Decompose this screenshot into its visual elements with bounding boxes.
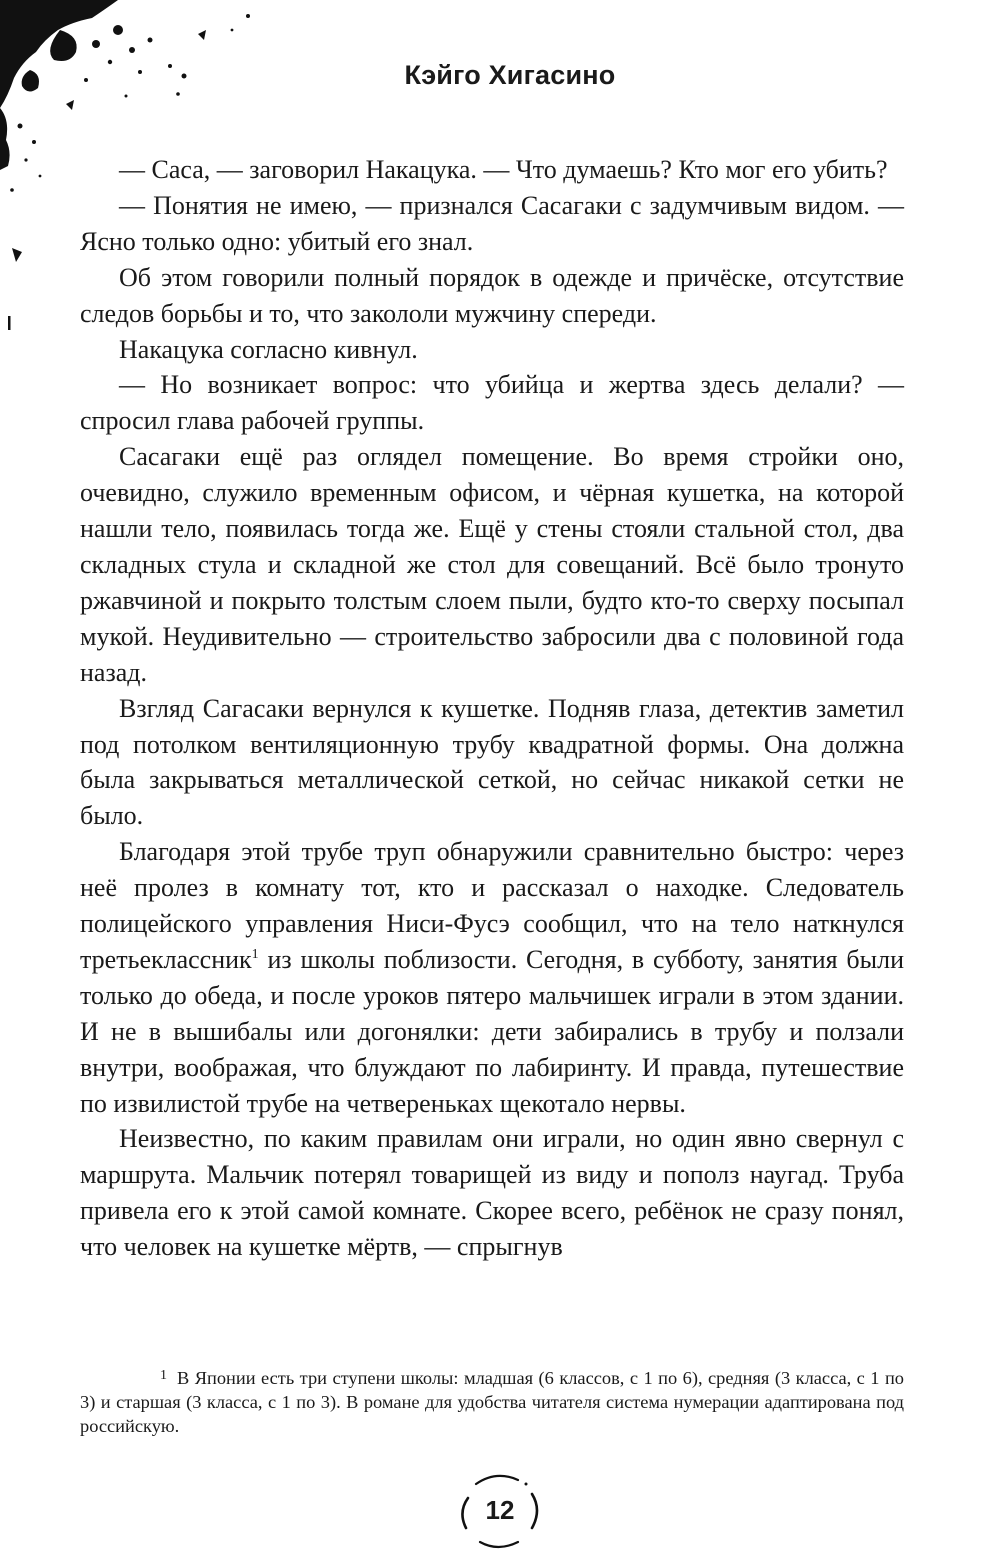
paragraph: Об этом говорили полный порядок в одежде и причёске, отсутствие следов борьбы и то, что закололи мужчину спереди. [80,262,904,328]
footnote: 1 В Японии есть три ступени школы: младшая (6 классов, с 1 по 6), средняя (3 класса, с 1 по 3) и старшая (3 класса, с 1 по 3). В романе для удобства читателя система нумерации адаптирована под российскую. [80,1368,904,1436]
paragraph-with-footnote [80,834,904,1121]
page-number-badge [446,1464,554,1556]
paragraph: — Но возникает вопрос: что убийца и жертва здесь делали? — спросил глава рабочей группы. [80,370,904,436]
paragraph-text: Благодаря этой трубе труп обнаружили сравнительно быстро: через неё пролез в комнату тот, кто и рассказал о находке. Следователь полицейского управления Ниси-Фусэ сообщил, что на тело наткнулся третьеклассник [80,837,904,974]
paragraph: Неизвестно, по каким правилам они играли, но один явно свернул с маршрута. Мальчик потерял товарищей из виду и пополз наугад. Труба привела его к этой самой комнате. Скорее всего, ребёнок не сразу понял, что человек на кушетке мёртв, — спрыгнув [80,1124,904,1262]
book-author-title: Кэйго Хигасино [404,60,616,90]
paragraph: — Саса, — заговорил Накацука. — Что думаешь? Кто мог его убить? [119,155,888,184]
paragraph: Взгляд Сагасаки вернулся к кушетке. Подняв глаза, детектив заметил под потолком вентиляционную трубу квадратной формы. Она должна была закрываться металлической сеткой, но сейчас никакой сетки не было. [80,693,904,831]
paragraph-text: из школы поблизости. Сегодня, в субботу, занятия были только до обеда, и после уроков пятеро мальчишек играли в этом здании. И не в вышибалы или догонялки: дети забирались в трубу и ползали внутри, воображая, что блуждают по лабиринту. И правда, путешествие по извилистой трубе на четвереньках щекотало нервы. [80,944,904,1118]
footnote-reference[interactable]: 1 [251,946,259,962]
paragraph: — Понятия не имею, — признался Сасагаки с задумчивым видом. — Ясно только одно: убитый его знал. [80,190,904,256]
running-header [0,60,1000,91]
paragraph: Накацука согласно кивнул. [119,334,418,364]
main-text [80,152,904,1265]
footnote-text: В Японии есть три ступени школы: младшая (6 классов, с 1 по 6), средняя (3 класса, с 1 по 3) и старшая (3 класса, с 1 по 3). В романе для удобства читателя система нумерации адаптирована под российскую. [80,1368,904,1436]
page-number: 12 [485,1495,515,1525]
paragraph: Сасагаки ещё раз оглядел помещение. Во время стройки оно, очевидно, служило временным офисом, и чёрная кушетка, на которой нашли тело, появилась тогда же. Ещё у стены стояли стальной стол, два складных стула и складной же стол для совещаний. Всё было тронуто ржавчиной и покрыто толстым слоем пыли, будто кто-то сверху посыпал мукой. Неудивительно — строительство забросили два с половиной года назад. [80,442,904,687]
